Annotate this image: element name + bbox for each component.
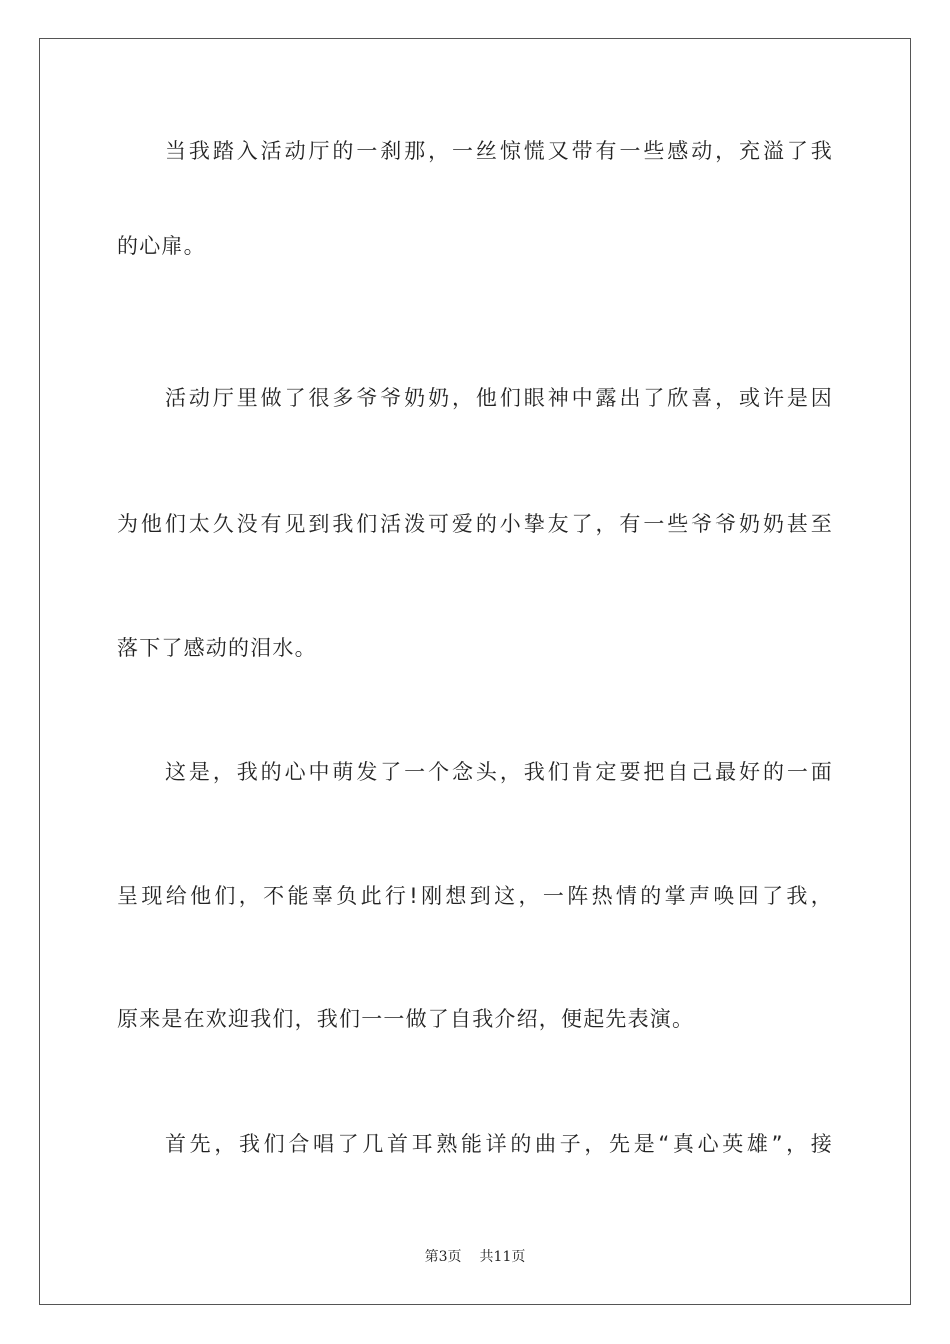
- paragraph-3-line-2: 呈现给他们，不能辜负此行!刚想到这，一阵热情的掌声唤回了我，: [117, 884, 833, 908]
- paragraph-1-line-2: 的心扉。: [117, 234, 206, 258]
- paragraph-4-line-1: 首先，我们合唱了几首耳熟能详的曲子，先是“真心英雄”，接: [165, 1132, 833, 1156]
- page-number: 第3页: [424, 1249, 462, 1265]
- paragraph-2-line-3: 落下了感动的泪水。: [117, 636, 317, 660]
- page-border: [39, 38, 911, 1305]
- page-footer: [0, 1246, 950, 1266]
- paragraph-1-line-1: 当我踏入活动厅的一刹那，一丝惊慌又带有一些感动，充溢了我: [165, 139, 833, 163]
- paragraph-3-line-1: 这是，我的心中萌发了一个念头，我们肯定要把自己最好的一面: [165, 760, 833, 784]
- paragraph-3-line-3: 原来是在欢迎我们，我们一一做了自我介绍，便起先表演。: [117, 1007, 695, 1031]
- paragraph-2-line-2: 为他们太久没有见到我们活泼可爱的小挚友了，有一些爷爷奶奶甚至: [117, 512, 833, 536]
- paragraph-2-line-1: 活动厅里做了很多爷爷奶奶，他们眼神中露出了欣喜，或许是因: [165, 386, 833, 410]
- total-pages: 共11页: [479, 1249, 526, 1265]
